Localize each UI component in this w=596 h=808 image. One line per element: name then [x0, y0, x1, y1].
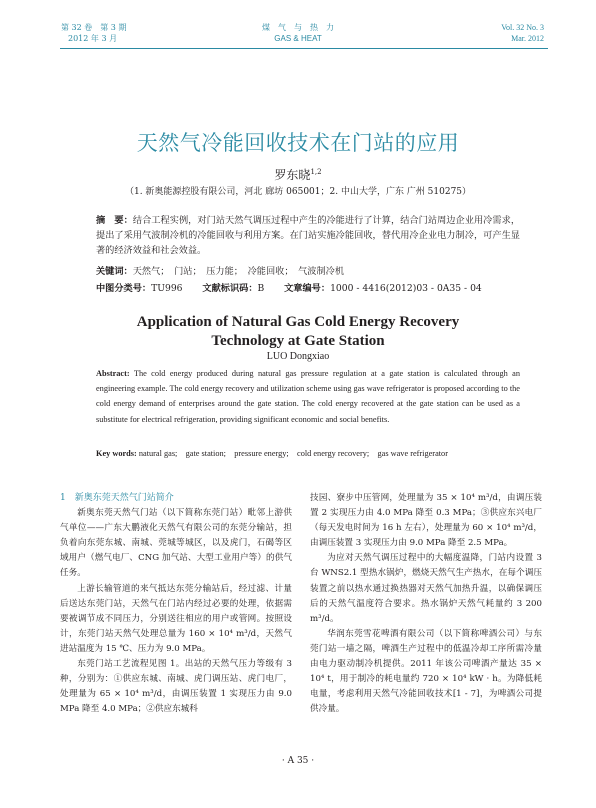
abstract-en-label: Abstract:: [96, 369, 130, 378]
body-paragraph: 为应对天然气调压过程中的大幅度温降，门站内设置 3 台 WNS2.1 型热水锅炉，燃烧天然气生产热水，在每个调压装置之前以热水通过换热器对天然气加热升温，以确保调压后的天然气温度符合要求。热水锅炉天然气耗量约 3 200 m³/d。: [310, 553, 542, 624]
abstract-cn-text: 结合工程实例，对门站天然气调压过程中产生的冷能进行了计算，结合门站周边企业用冷需求，提出了采用气波制冷机的冷能回收与利用方案。在门站实施冷能回收，替代用冷企业电力制冷，可产生显著的经济效益和社会效益。: [96, 215, 521, 257]
date-en: Mar. 2012: [511, 34, 544, 43]
journal-name-en: GAS & HEAT: [274, 34, 322, 43]
journal-name-cn: 煤 气 与 热 力: [262, 23, 334, 32]
abstract-cn: [96, 213, 520, 259]
keywords-cn-label: 关键词：: [96, 266, 133, 277]
page-number: · A 35 ·: [281, 756, 315, 766]
keywords-cn-text: 天然气； 门站； 压力能； 冷能回收； 气波制冷机: [132, 266, 345, 277]
body-paragraph: 东莞门站工艺流程见图 1。出站的天然气压力等级有 3 种，分别为：①供应东城、南城、虎门调压站、虎门电厂，处理量为 65 × 10⁴ m³/d，由调压装置 1 实现压力由 9.0 MPa 降至 4.0 MPa；②供应东城科: [60, 659, 292, 715]
column-left: [60, 491, 292, 717]
keywords-en-label: Key words:: [96, 449, 137, 458]
abstract-en-text: The cold energy produced during natural gas pressure regulation at a gate station is calculated through an engineering example. The cold energy recovery and utilization scheme using gas wave refrigerator is proposed according to the cold energy demand of enterprises around the gate station. The cold energy recovered at the gate station can be used as a substitute for electrical refrigeration, providing significant economic and social benefits.: [96, 369, 520, 424]
volume-issue-en: Vol. 32 No. 3: [501, 23, 544, 32]
column-right: [310, 491, 542, 717]
title-en-line1: Application of Natural Gas Cold Energy Recovery: [136, 314, 460, 330]
author-en: LUO Dongxiao: [266, 351, 330, 362]
article-no-value: 1000 - 4416(2012)03 - 0A35 - 04: [330, 283, 482, 294]
body-paragraph: 技园、寮步中压管网，处理量为 35 × 10⁴ m³/d，由调压装置 2 实现压力由 4.0 MPa 降至 0.3 MPa；③供应东兴电厂（每天发电时间为 16 h 左右），处理量为 60 × 10⁴ m³/d，由调压装置 3 实现压力由 9.0 MPa 降至 2.5 MPa。: [310, 493, 542, 549]
clc-label: 中图分类号：: [96, 283, 152, 294]
title-en: [0, 313, 596, 351]
doc-code-label: 文献标识码：: [202, 283, 258, 294]
body-paragraph: 新奥东莞天然气门站（以下简称东莞门站）毗邻上游供气单位——广东大鹏液化天然气有限公司的东莞分输站，担负着向东莞东城、南城、莞城等城区，以及虎门，石碣等区域用户（燃气电厂、CNG 加气站、大型工业用户等）的供气任务。: [60, 508, 292, 579]
title-en-line2: Technology at Gate Station: [211, 333, 385, 349]
clc-value: TU996: [151, 283, 183, 294]
classification-line: [96, 280, 520, 294]
keywords-cn: [96, 263, 520, 277]
abstract-cn-label: 摘 要：: [96, 215, 133, 226]
abstract-en: [96, 366, 520, 427]
section-title: 1 新奥东莞天然气门站简介: [60, 493, 174, 503]
keywords-en: [96, 446, 520, 461]
header-right: [501, 22, 544, 44]
author-name-cn: 罗东晓: [274, 168, 311, 182]
doc-code-value: B: [257, 283, 265, 294]
keywords-en-text: natural gas; gate station; pressure energy; cold energy recovery; gas wave refrigerator: [138, 449, 448, 458]
body-paragraph: 上游长输管道的来气抵达东莞分输站后，经过滤、计量后送达东莞门站，天然气在门站内经过必要的处理，依据需要被调节成不同压力，分别送往相应的用户或管网。按照设计，东莞门站天然气处理总量为 160 × 10⁴ m³/d，天然气进站温度为 15 ℃、压力为 9.0 MPa。: [60, 583, 292, 654]
title-cn: 天然气冷能回收技术在门站的应用: [136, 131, 460, 155]
article-no-label: 文章编号：: [284, 283, 331, 294]
header-rule: [60, 48, 548, 49]
body-paragraph: 华润东莞雪花啤酒有限公司（以下简称啤酒公司）与东莞门站一墙之隔，啤酒生产过程中的低温冷却工序所需冷量由电力驱动制冷机提供。2011 年该公司啤酒产量达 35 × 10⁴ t，用于制冷的耗电量约 720 × 10⁴ kW · h。为降低耗电量，考虑利用天然气冷能回收技术[1 - 7]，为啤酒公司提供冷量。: [310, 628, 542, 715]
date-cn: 2012 年 3 月: [68, 34, 118, 43]
volume-issue-cn: 第 32 卷 第 3 期: [61, 23, 127, 32]
author-cn: [0, 166, 596, 183]
author-affiliation-marks: 1,2: [310, 168, 322, 176]
affiliation-cn: （1. 新奥能源控股有限公司，河北 廊坊 065001；2. 中山大学，广东 广州 510275）: [124, 187, 472, 197]
